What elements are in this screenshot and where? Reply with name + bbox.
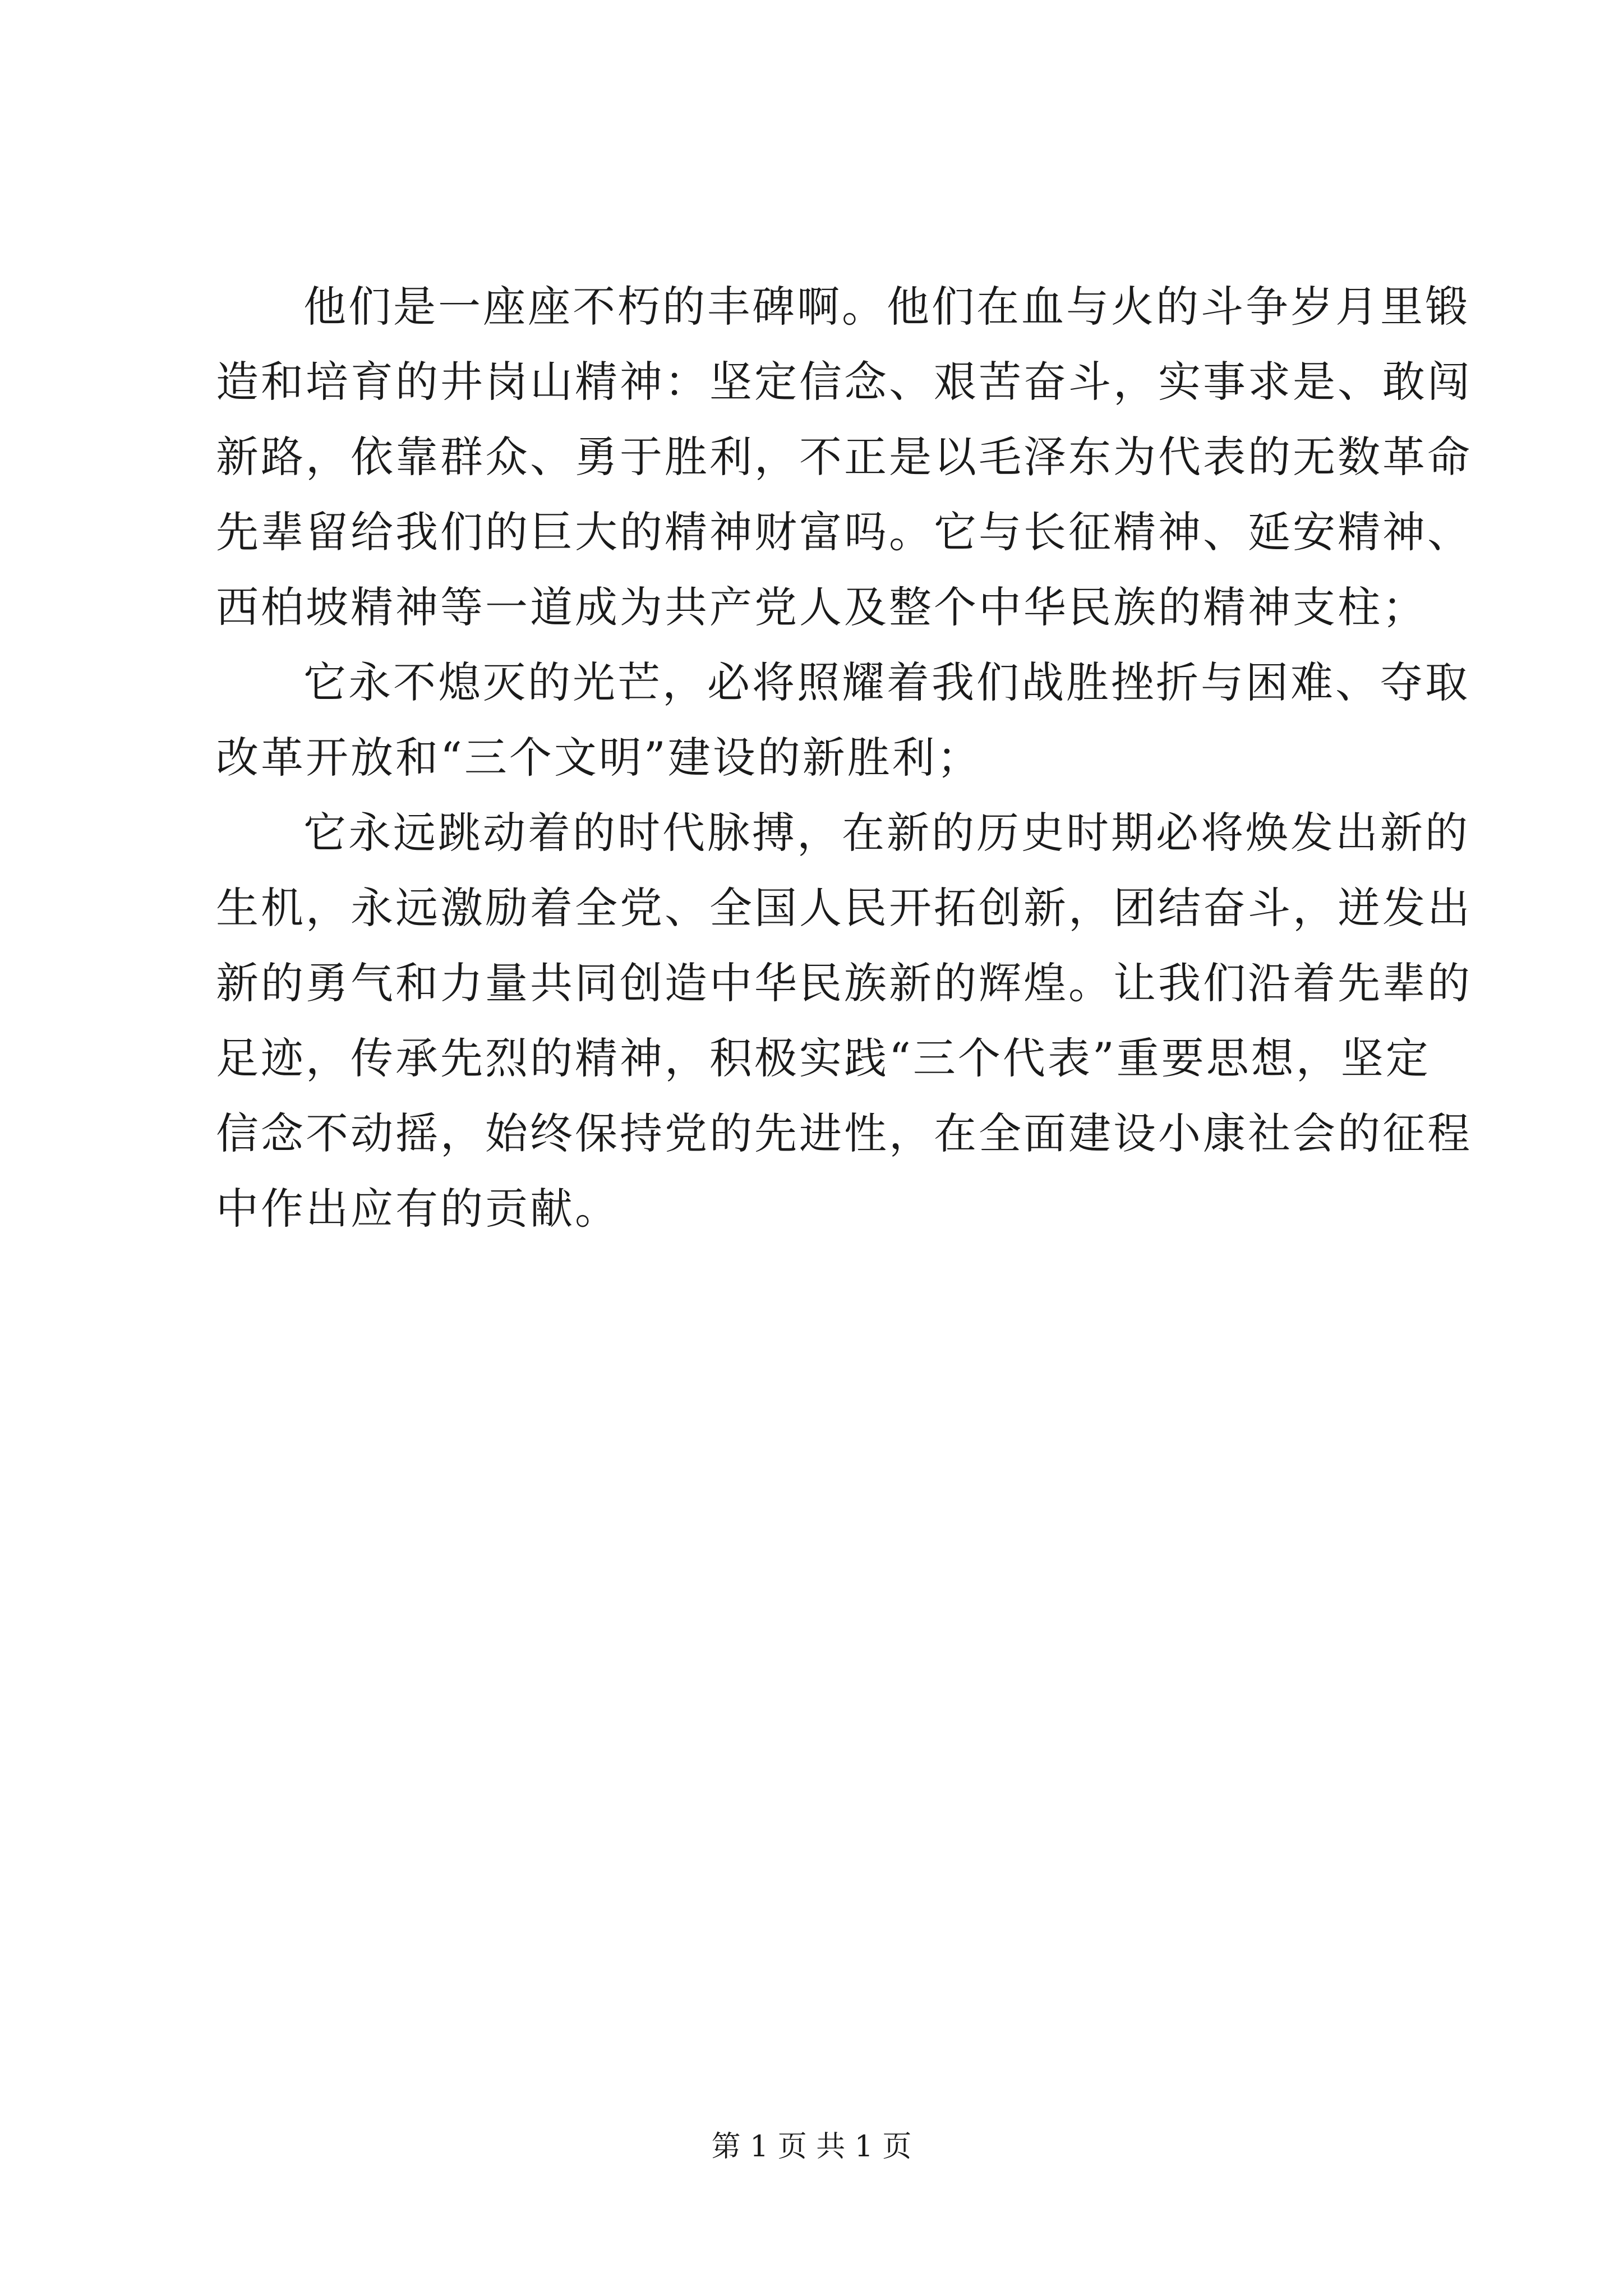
page-number-label: 第 1 页 共 1 页: [711, 2130, 912, 2164]
paragraph-3-line-4: 足迹，传承先烈的精神，积极实践“三个代表”重要思想，坚定: [216, 1033, 1431, 1083]
paragraph-2-line-1: 它永不熄灭的光芒，必将照耀着我们战胜挫折与困难、夺取: [303, 657, 1470, 707]
paragraph-1-line-1: 他们是一座座不朽的丰碑啊。他们在血与火的斗争岁月里锻: [303, 282, 1470, 332]
paragraph-1-line-3: 新路，依靠群众、勇于胜利，不正是以毛泽东为代表的无数革命: [216, 432, 1472, 482]
paragraph-1-line-4: 先辈留给我们的巨大的精神财富吗。它与长征精神、延安精神、: [216, 507, 1472, 557]
body-text: [216, 269, 1472, 1246]
paragraph-3-line-5: 信念不动摇，始终保持党的先进性，在全面建设小康社会的征程: [216, 1108, 1472, 1158]
paragraph-2-line-2: 改革开放和“三个文明”建设的新胜利；: [216, 733, 982, 783]
paragraph-1-line-5: 西柏坡精神等一道成为共产党人及整个中华民族的精神支柱；: [216, 582, 1427, 632]
page-footer: [0, 2127, 1623, 2166]
paragraph-1-line-2: 造和培育的井岗山精神：坚定信念、艰苦奋斗，实事求是、敢闯: [216, 357, 1472, 407]
paragraph-3-line-1: 它永远跳动着的时代脉搏，在新的历史时期必将焕发出新的: [303, 808, 1470, 858]
paragraph-3-line-2: 生机，永远激励着全党、全国人民开拓创新，团结奋斗，迸发出: [216, 883, 1472, 933]
paragraph-3-line-6: 中作出应有的贡献。: [216, 1184, 620, 1234]
paragraph-3-line-3: 新的勇气和力量共同创造中华民族新的辉煌。让我们沿着先辈的: [216, 958, 1472, 1008]
